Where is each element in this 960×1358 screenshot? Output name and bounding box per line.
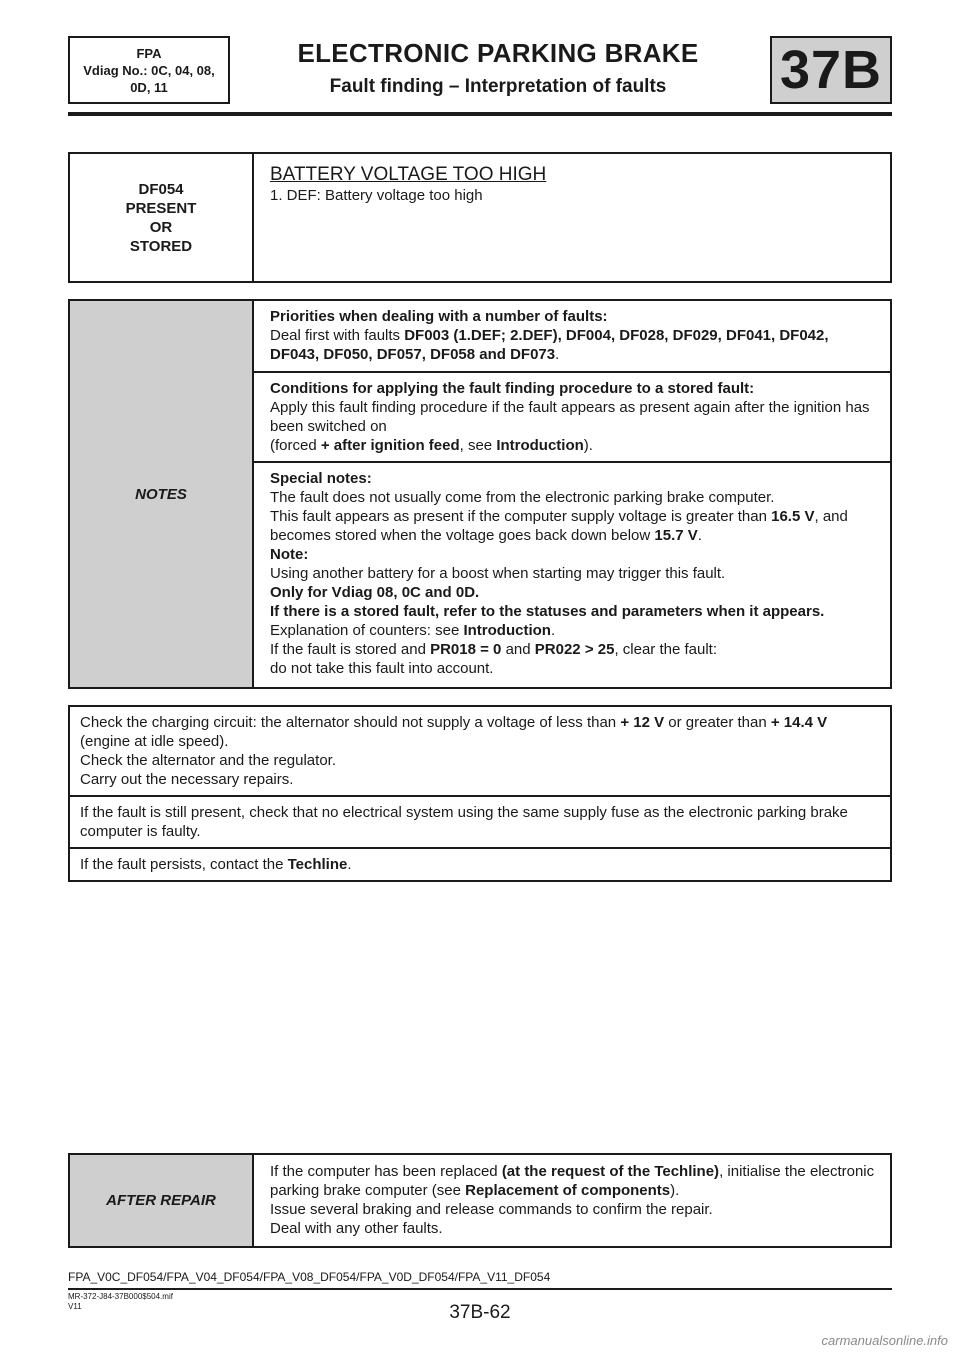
- fault-status-cell: [69, 153, 253, 282]
- conditions-cell: [253, 372, 891, 462]
- footer-rule: [68, 1288, 892, 1290]
- after-repair-line1-end: ).: [670, 1182, 680, 1199]
- step3-text: If the fault persists, contact the: [80, 856, 288, 873]
- stored-fault-note: If there is a stored fault, refer to the statuses and parameters when it appears.: [270, 603, 825, 620]
- after-repair-line1: If the computer has been replaced: [270, 1163, 502, 1180]
- priorities-heading: Priorities when dealing with a number of faults:: [270, 308, 608, 325]
- mif-file: MR-372-J84-37B000$504.mif: [68, 1292, 173, 1301]
- step1-line3: Carry out the necessary repairs.: [80, 771, 294, 788]
- after-repair-line3: Deal with any other faults.: [270, 1220, 443, 1237]
- step1-mid: or greater than: [664, 714, 771, 731]
- step1-line2: Check the alternator and the regulator.: [80, 752, 336, 769]
- special-notes-heading: Special notes:: [270, 470, 372, 487]
- step3-end: .: [347, 856, 352, 873]
- voltage-min: + 12 V: [620, 714, 665, 731]
- procedure-step-2: If the fault is still present, check that no electrical system using the same supply fuse as the electronic parking brake computer is faulty.: [69, 796, 891, 848]
- fault-description-cell: [253, 153, 891, 282]
- techline-request: (at the request of the Techline): [501, 1163, 720, 1180]
- after-repair-line1-mid: , initialise the electronic parking brake computer (see: [270, 1163, 875, 1199]
- techline-ref: Techline: [287, 856, 348, 873]
- ignore-fault-text: do not take this fault into account.: [270, 660, 494, 677]
- conditions-text: Apply this fault finding procedure if the fault appears as present again after the ignition has been switched on: [270, 399, 870, 435]
- after-ignition-feed: + after ignition feed: [320, 437, 460, 454]
- introduction-ref: Introduction: [496, 437, 584, 454]
- page-subtitle: Fault finding – Interpretation of faults: [329, 76, 667, 97]
- pr022-condition: PR022 > 25: [534, 641, 615, 658]
- priorities-cell: [253, 300, 891, 372]
- fault-state-or: OR: [149, 218, 173, 236]
- conditions-heading: Conditions for applying the fault finding procedure to a stored fault:: [270, 380, 755, 397]
- notes-label-cell: [69, 300, 253, 688]
- procedure-table: [68, 705, 892, 882]
- header-rule: [68, 112, 892, 116]
- priority-fault-list: DF003 (1.DEF; 2.DEF), DF004, DF028, DF029, DF041, DF042, DF043, DF050, DF057, DF058 and DF073: [270, 327, 829, 363]
- vehicle-info-box: [68, 36, 230, 104]
- voltage-high: 16.5 V: [771, 508, 815, 525]
- watermark: carmanualsonline.info: [821, 1333, 948, 1348]
- mif-version: V11: [68, 1302, 82, 1311]
- notes-label: NOTES: [135, 485, 187, 503]
- voltage-max: + 14.4 V: [770, 714, 828, 731]
- fault-code: DF054: [138, 180, 184, 198]
- note-label: Note:: [270, 546, 309, 563]
- special-notes-cell: [253, 462, 891, 688]
- section-code-badge: 37B: [770, 36, 892, 104]
- page-title: ELECTRONIC PARKING BRAKE: [297, 38, 699, 68]
- system-code: FPA: [136, 45, 162, 61]
- clear-condition-and: and: [501, 641, 535, 658]
- special-line2: This fault appears as present if the computer supply voltage is greater than: [270, 508, 772, 525]
- counters-text: Explanation of counters: see: [270, 622, 464, 639]
- notes-table: [68, 299, 892, 689]
- step1-end: (engine at idle speed).: [80, 733, 229, 750]
- after-repair-line2: Issue several braking and release commands to confirm the repair.: [270, 1201, 713, 1218]
- clear-condition-text: If the fault is stored and: [270, 641, 431, 658]
- note-text: Using another battery for a boost when starting may trigger this fault.: [270, 565, 726, 582]
- voltage-low: 15.7 V: [654, 527, 698, 544]
- priorities-end: .: [555, 346, 560, 363]
- fault-title: BATTERY VOLTAGE TOO HIGH: [270, 164, 547, 185]
- vdiag-restriction: Only for Vdiag 08, 0C and 0D.: [270, 584, 480, 601]
- conditions-forced: (forced: [270, 437, 321, 454]
- after-repair-content: [253, 1154, 891, 1247]
- document-reference: FPA_V0C_DF054/FPA_V04_DF054/FPA_V08_DF054/FPA_V0D_DF054/FPA_V11_DF054: [68, 1270, 551, 1284]
- after-repair-label-cell: [69, 1154, 253, 1247]
- step1-text: Check the charging circuit: the alternator should not supply a voltage of less than: [80, 714, 621, 731]
- conditions-end: ).: [583, 437, 593, 454]
- pr018-condition: PR018 = 0: [430, 641, 502, 658]
- special-line2-mid: , and becomes stored when the voltage goes back down below: [270, 508, 848, 544]
- procedure-step-3: [69, 848, 891, 881]
- fault-state-stored: STORED: [129, 237, 193, 255]
- procedure-step-1: [69, 706, 891, 796]
- after-repair-table: [68, 1153, 892, 1248]
- clear-condition-end: , clear the fault:: [614, 641, 717, 658]
- after-repair-label: AFTER REPAIR: [106, 1192, 216, 1209]
- special-line1: The fault does not usually come from the electronic parking brake computer.: [270, 489, 775, 506]
- priorities-text: Deal first with faults: [270, 327, 405, 344]
- fault-table: [68, 152, 892, 283]
- conditions-see: , see: [459, 437, 497, 454]
- fault-def: 1. DEF: Battery voltage too high: [270, 187, 483, 204]
- counters-introduction-ref: Introduction: [463, 622, 551, 639]
- vdiag-line-cont: 0D, 11: [130, 79, 168, 95]
- fault-state-present: PRESENT: [125, 199, 197, 217]
- counters-end: .: [550, 622, 556, 639]
- special-line2-end: .: [697, 527, 702, 544]
- vdiag-line: Vdiag No.: 0C, 04, 08,: [83, 62, 215, 78]
- replacement-components-ref: Replacement of components: [465, 1182, 671, 1199]
- page-number: 37B-62: [449, 1302, 511, 1323]
